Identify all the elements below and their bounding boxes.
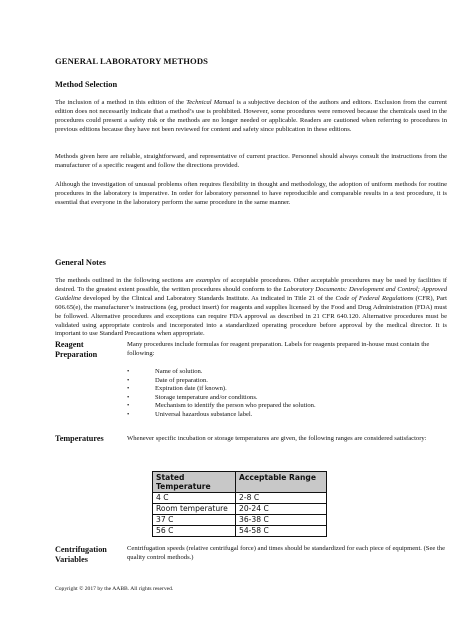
list-item: • Storage temperature and/or conditions.: [127, 393, 258, 401]
bullet-icon: •: [127, 402, 130, 410]
list-item: • Expiration date (if known).: [127, 385, 227, 393]
list-item: • Name of solution.: [127, 368, 203, 375]
temperature-ranges-table: [152, 471, 327, 537]
table-header-stated-temperature: Stated Temperature: [153, 472, 236, 493]
temperatures-text: Whenever specific incubation or storage temperatures are given, the following ranges are considered satisfactory:: [127, 435, 427, 442]
section-heading-general-notes: General Notes: [55, 258, 106, 267]
table-row: [153, 526, 327, 537]
method-selection-paragraph-1: The inclusion of a method in this edition of the Technical Manual is a subjective decision of the authors and editors. Exclusion from the current edition does not necessarily indicate that a method’s use is prohibited. However, some procedures were removed because the chemicals used in the procedures could present a safety risk or the methods are no longer needed or applicable. Readers are cautioned when referring to procedures in previous editions because they have not been reviewed for content and safety since publication in these editions.: [55, 99, 447, 133]
method-selection-paragraph-2: Methods given here are reliable, straightforward, and representative of current practice. Personnel should always consult the instructions from the manufacturer of a specific reagent and follow the directions provided.: [55, 153, 447, 169]
general-notes-paragraph: The methods outlined in the following sections are examples of acceptable procedures. Other acceptable procedures may be used by facilities if desired. To the greatest extent possible, the written procedures should conform to the Laboratory Documents: Development and Control; Approved Guideline developed by the Clinical and Laboratory Standards Institute. As indicated in Title 21 of the Code of Federal Regulations (CFR), Part 606.65(e), the manufacturer’s instructions (eg, product insert) for reagents and supplies licensed by the Food and Drug Administration (FDA) must be followed. Alternative procedures and exceptions can require FDA approval as described in 21 CFR 640.120. Alternative procedures must be validated using appropriate controls and incorporated into a standardized operating procedure before approval by the medical director. It is important to use Standard Precautions when appropriate.: [55, 277, 448, 338]
side-heading-reagent-preparation: Reagent Preparation: [55, 340, 98, 359]
table-row: [153, 493, 327, 504]
table-cell: 37 C: [153, 515, 236, 526]
reagent-label-list: [127, 368, 449, 420]
table-cell: 54-58 C: [236, 526, 327, 537]
reagent-preparation-text: Many procedures include formulas for reagent preparation. Labels for reagents prepared in-house must contain the following:: [127, 341, 430, 357]
table-cell: 4 C: [153, 493, 236, 504]
method-selection-paragraph-3: Although the investigation of unusual problems often requires flexibility in thought and methodology, the adoption of uniform methods for routine procedures in the laboratory is imperative. In order for laboratory personnel to have reproducible and comparable results in a test procedure, it is essential that everyone in the laboratory perform the same procedure in the same manner.: [55, 181, 447, 206]
table-cell: 36-38 C: [236, 515, 327, 526]
table-header-row: [153, 472, 327, 493]
copyright-footer: Copyright © 2017 by the AABB. All rights reserved.: [55, 586, 174, 592]
bullet-icon: •: [127, 385, 130, 393]
table-row: [153, 515, 327, 526]
bullet-icon: •: [127, 368, 130, 375]
section-heading-method-selection: Method Selection: [55, 80, 118, 89]
table-row: [153, 504, 327, 515]
table-header-acceptable-range: Acceptable Range: [236, 472, 327, 493]
list-item: • Date of preparation.: [127, 376, 208, 384]
table-cell: 2-8 C: [236, 493, 327, 504]
table-cell: 56 C: [153, 526, 236, 537]
side-heading-temperatures: Temperatures: [55, 434, 104, 443]
list-item: • Universal hazardous substance label.: [127, 410, 253, 418]
side-heading-centrifugation-variables: Centrifugation Variables: [55, 545, 107, 564]
list-item: • Mechanism to identify the person who prepared the solution.: [127, 402, 316, 410]
bullet-icon: •: [127, 393, 130, 401]
table-cell: Room temperature: [153, 504, 236, 515]
bullet-icon: •: [127, 410, 130, 418]
page-title: GENERAL LABORATORY METHODS: [55, 56, 209, 66]
bullet-icon: •: [127, 376, 130, 384]
centrifugation-text: Centrifugation speeds (relative centrifugal force) and times should be standardized for each piece of equipment. (See the quality control methods.): [127, 545, 446, 561]
table-cell: 20-24 C: [236, 504, 327, 515]
